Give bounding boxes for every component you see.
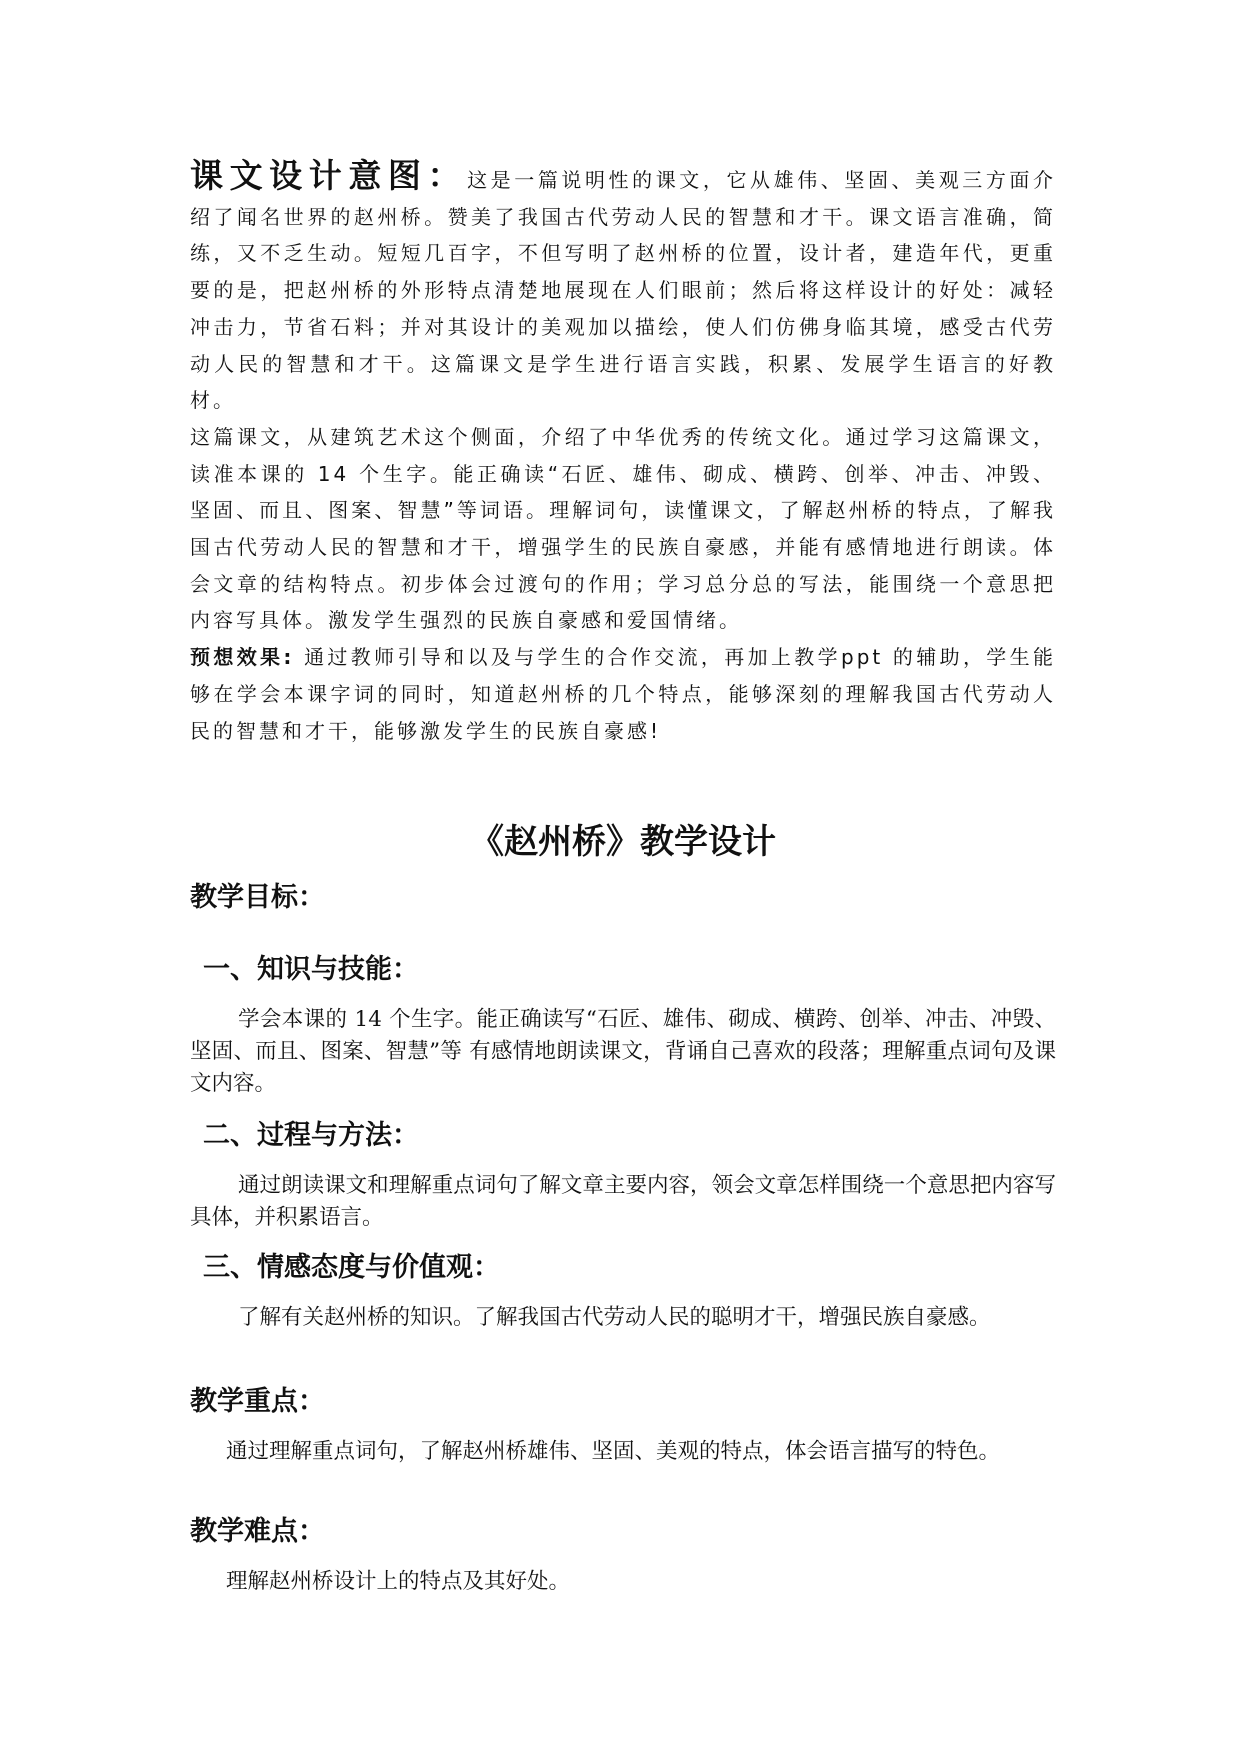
- design-intent-text: 这是一篇说明性的课文，它从雄伟、坚固、美观三方面介绍了闻名世界的赵州桥。赞美了我国古代劳动人民的智慧和才干。课文语言准确，简练，又不乏生动。短短几百字，不但写明了赵州桥的位置，设计者，建造年代，更重要的是，把赵州桥的外形特点清楚地展现在人们眼前；然后将这样设计的好处：减轻冲击力，节省石料；并对其设计的美观加以描绘，使人们仿佛身临其境，感受古代劳动人民的智慧和才干。这篇课文是学生进行语言实践，积累、发展学生语言的好教材。: [190, 168, 1057, 413]
- expected-effect-label: 预想效果:: [190, 645, 295, 670]
- teaching-key-points-heading: 教学重点：: [190, 1386, 325, 1417]
- expected-effect-paragraph: [190, 639, 1056, 749]
- expected-effect-text: 通过教师引导和以及与学生的合作交流，再加上教学ppt 的辅助，学生能够在学会本课字词的同时，知道赵州桥的几个特点，能够深刻的理解我国古代劳动人民的智慧和才干，能够激发学生的民族自豪感!: [190, 645, 1056, 743]
- knowledge-skills-text: 学会本课的 14 个生字。能正确读写“石匠、雄伟、砌成、横跨、创举、冲击、冲毁、坚固、而且、图案、智慧”等 有感情地朗读课文，背诵自己喜欢的段落；理解重点词句及课文内容。: [190, 1007, 1056, 1096]
- knowledge-skills-heading: 一、知识与技能：: [203, 954, 419, 985]
- design-intent-label: 课文设计意图：: [190, 156, 468, 195]
- emotion-values-heading: 三、情感态度与价值观：: [203, 1252, 500, 1283]
- process-methods-heading: 二、过程与方法：: [203, 1120, 419, 1151]
- teaching-goals-heading: 教学目标：: [190, 882, 325, 913]
- design-intent-paragraph: [190, 158, 1056, 419]
- design-intent-section: [190, 158, 1056, 749]
- design-intent-paragraph-2: 这篇课文，从建筑艺术这个侧面，介绍了中华优秀的传统文化。通过学习这篇课文，读准本课的 14 个生字。能正确读“石匠、雄伟、砌成、横跨、创举、冲击、冲毁、坚固、而且、图案、智慧”等词语。理解词句，读懂课文，了解赵州桥的特点，了解我国古代劳动人民的智慧和才干，增强学生的民族自豪感，并能有感情地进行朗读。体会文章的结构特点。初步体会过渡句的作用；学习总分总的写法，能围绕一个意思把内容写具体。激发学生强烈的民族自豪感和爱国情绪。: [190, 424, 1056, 633]
- teaching-difficulties-text: 理解赵州桥设计上的特点及其好处。: [226, 1569, 571, 1594]
- emotion-values-text: 了解有关赵州桥的知识。了解我国古代劳动人民的聪明才干，增强民族自豪感。: [238, 1305, 991, 1330]
- process-methods-text: 通过朗读课文和理解重点词句了解文章主要内容，领会文章怎样围绕一个意思把内容写具体，并积累语言。: [190, 1173, 1056, 1230]
- teaching-difficulties-heading: 教学难点：: [190, 1516, 325, 1547]
- document-title: 《赵州桥》教学设计: [470, 822, 776, 862]
- teaching-key-points-text: 通过理解重点词句，了解赵州桥雄伟、坚固、美观的特点，体会语言描写的特色。: [226, 1439, 1001, 1464]
